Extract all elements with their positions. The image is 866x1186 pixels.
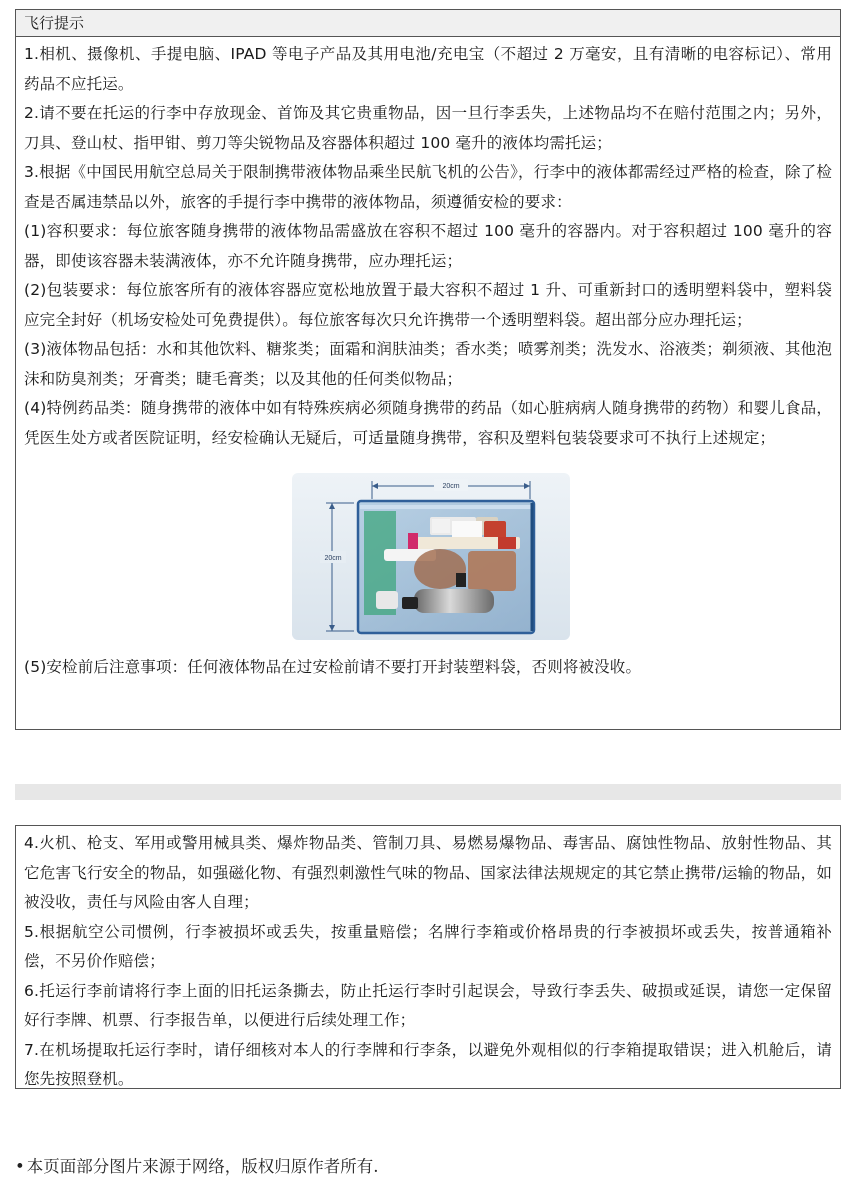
section-divider <box>15 784 841 800</box>
tip-3-4-medicine: (4)特例药品类：随身携带的液体中如有特殊疾病必须随身携带的药品（如心脏病病人随身携带的药物）和婴儿食品，凭医生处方或者医院证明，经安检确认无疑后，可适量随身携带，容积及塑料包装袋要求可不执行上述规定； <box>24 399 832 447</box>
width-label: 20cm <box>442 483 460 490</box>
liquid-bag-illustration <box>292 473 570 640</box>
flight-tips-body <box>16 37 840 683</box>
tip-5-compensation: 5.根据航空公司惯例，行李被损坏或丢失，按重量赔偿；名牌行李箱或价格昂贵的行李被损坏或丢失，按普通箱补偿，不另价作赔偿； <box>24 922 832 970</box>
figure-container <box>24 473 832 653</box>
flight-tips-panel <box>15 9 841 730</box>
tip-2-valuables: 2.请不要在托运的行李中存放现金、首饰及其它贵重物品，因一旦行李丢失，上述物品均不在赔付范围之内；另外，刀具、登山杖、指甲钳、剪刀等尖锐物品及容器体积超过 100 毫升的液体均需托运； <box>24 104 832 152</box>
tip-3-2-packaging: (2)包装要求：每位旅客所有的液体容器应宽松地放置于最大容积不超过 1 升、可重新封口的透明塑料袋中，塑料袋应完全封好（机场安检处可免费提供）。每位旅客每次只允许携带一个透明塑料袋。超出部分应办理托运； <box>24 281 832 329</box>
tip-6-old-tags: 6.托运行李前请将行李上面的旧托运条撕去，防止托运行李时引起误会，导致行李丢失、破损或延误，请您一定保留好行李牌、机票、行李报告单，以便进行后续处理工作； <box>24 981 832 1029</box>
baggage-tips-body <box>16 826 840 1095</box>
copyright-note <box>15 1153 378 1177</box>
baggage-tips-panel <box>15 825 841 1089</box>
tip-7-baggage-claim: 7.在机场提取托运行李时，请仔细核对本人的行李牌和行李条，以避免外观相似的行李箱提取错误；进入机舱后，请您先按照登机。 <box>24 1040 832 1088</box>
plastic-bag <box>358 501 534 633</box>
height-label: 20cm <box>324 555 342 562</box>
tip-4-prohibited-items: 4.火机、枪支、军用或警用械具类、爆炸物品类、管制刀具、易燃易爆物品、毒害品、腐蚀性物品、放射性物品、其它危害飞行安全的物品，如强磁化物、有强烈刺激性气味的物品、国家法律法规规定的其它禁止携带/运输的物品，如被没收，责任与风险由客人自理； <box>24 834 832 911</box>
copyright-text: 本页面部分图片来源于网络，版权归原作者所有. <box>26 1157 379 1176</box>
tip-3-liquids: 3.根据《中国民用航空总局关于限制携带液体物品乘坐民航飞机的公告》，行李中的液体都需经过严格的检查，除了检查是否属违禁品以外，旅客的手提行李中携带的液体物品，须遵循安检的要求： <box>24 163 832 211</box>
tip-3-1-volume: (1)容积要求：每位旅客随身携带的液体物品需盛放在容积不超过 100 毫升的容器内。对于容积超过 100 毫升的容器，即使该容器未装满液体，亦不允许随身携带，应办理托运； <box>24 222 832 270</box>
tip-3-3-liquid-items: (3)液体物品包括：水和其他饮料、糖浆类；面霜和润肤油类；香水类；喷雾剂类；洗发水、浴液类；剃须液、其他泡沫和防臭剂类；牙膏类；睫毛膏类；以及其他的任何类似物品； <box>24 340 832 388</box>
panel-title: 飞行提示 <box>16 10 840 37</box>
tip-1-electronics: 1.相机、摄像机、手提电脑、IPAD 等电子产品及其用电池/充电宝（不超过 2 万毫安，且有清晰的电容标记）、常用药品不应托运。 <box>24 45 832 93</box>
tip-3-5-security-check: (5)安检前后注意事项：任何液体物品在过安检前请不要打开封装塑料袋，否则将被没收。 <box>24 658 642 676</box>
bullet-icon: • <box>15 1157 25 1176</box>
